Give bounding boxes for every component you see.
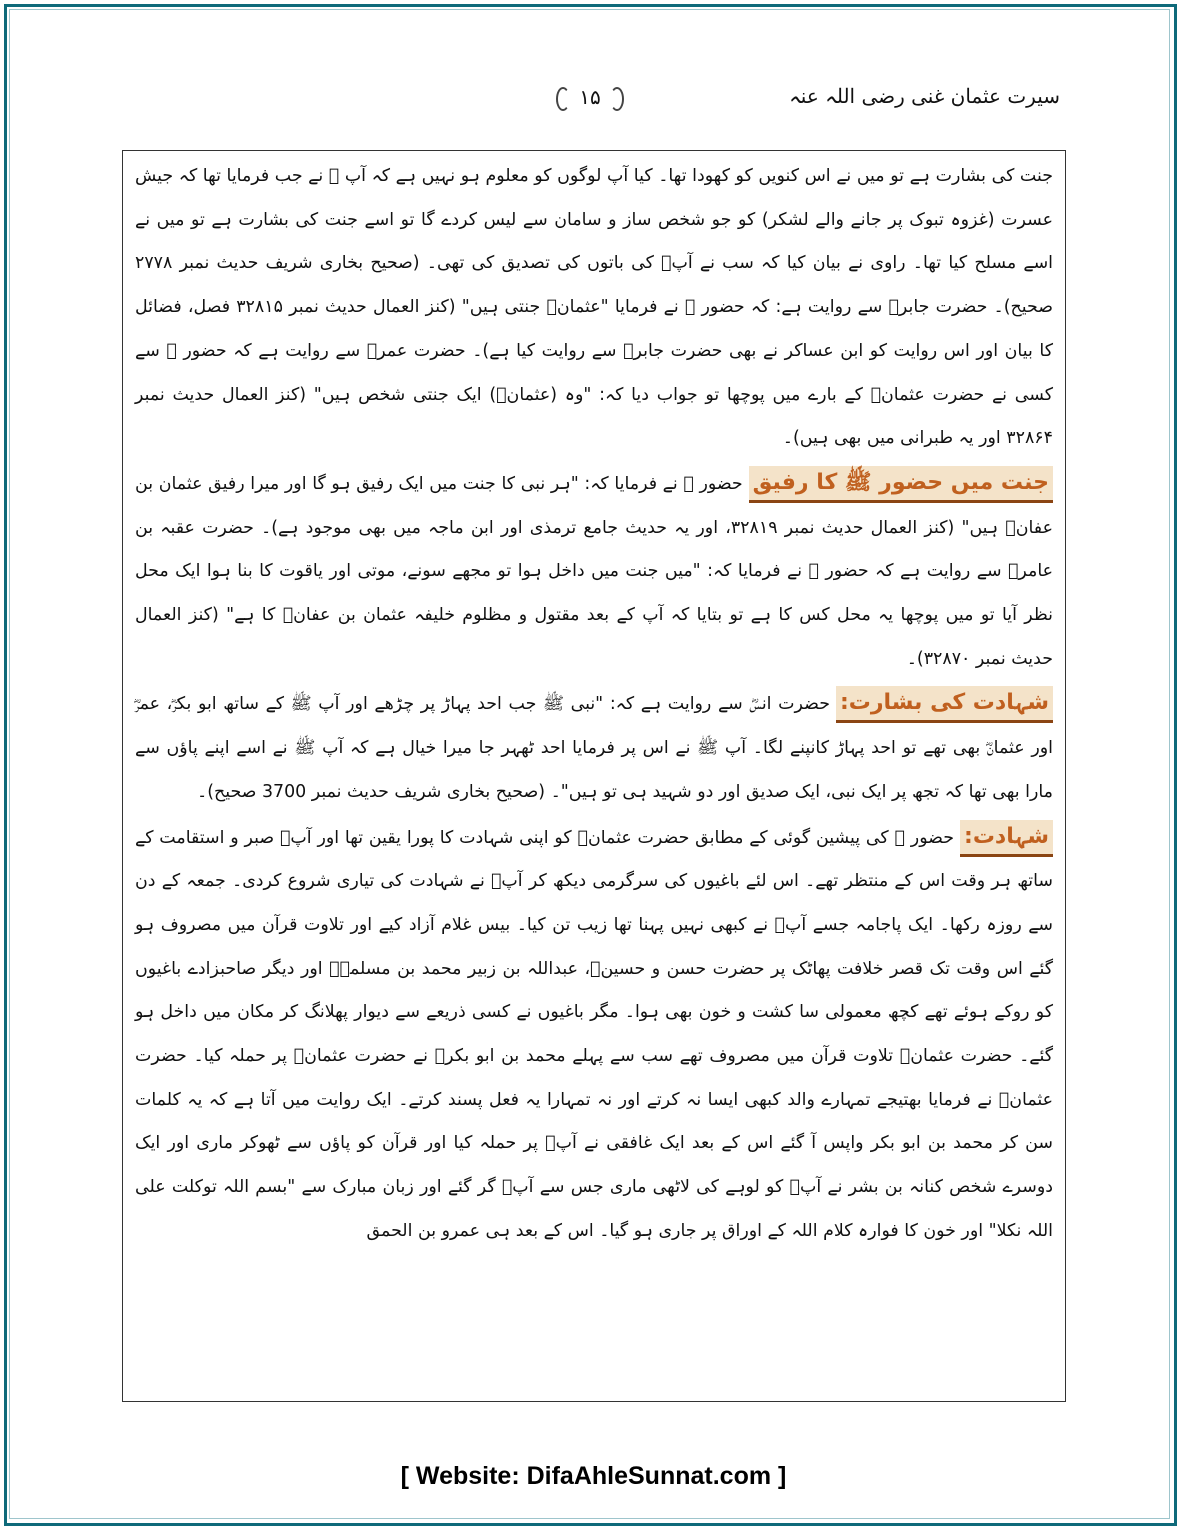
heading-rafiq: جنت میں حضور ﷺ کا رفیق [749, 466, 1053, 503]
section-rafiq [135, 463, 1053, 682]
content-box [122, 150, 1066, 1402]
website-footer: [ Website: DifaAhleSunnat.com ] [400, 1462, 787, 1490]
paragraph-jannat-bisharat: جنت کی بشارت ہے تو میں نے اس کنویں کو کھودا تھا۔ کیا آپ لوگوں کو معلوم ہو نہیں ہے کہ آپ ﷺ نے جب فرمایا تھا کہ جیش عسرت (غزوہ تبوک پر جانے والے لشکر) کو جو شخص ساز و سامان سے لیس کردے گا تو اسے جنت کی بشارت ہے تو میں نے اسے مسلح کیا تھا۔ راوی نے بیان کیا کہ سب نے آپؓ کی باتوں کی تصدیق کی تھی۔ (صحیح بخاری شریف حدیث نمبر ۲۷۷۸ صحیح)۔ حضرت جابرؓ سے روایت ہے: کہ حضور ﷺ نے فرمایا "عثمانؓ جنتی ہیں" (کنز العمال حدیث نمبر ۳۲۸۱۵ فصل، فضائل کا بیان اور اس روایت کو ابن عساکر نے بھی حضرت جابرؓ سے روایت کیا ہے)۔ حضرت عمرؓ سے روایت ہے کہ حضور ﷺ سے کسی نے حضرت عثمانؓ کے بارے میں پوچھا تو جواب دیا کہ: "وہ (عثمانؓ) ایک جنتی شخص ہیں" (کنز العمال حدیث نمبر ۳۲۸۶۴ اور یہ طبرانی میں بھی ہیں)۔ [135, 166, 1053, 449]
page-header [120, 78, 1060, 126]
running-title: سیرت عثمان غنی رضی اللہ عنہ [789, 84, 1060, 108]
paragraph-shahadat: حضور ﷺ کی پیشین گوئی کے مطابق حضرت عثمانؓ کو اپنی شہادت کا پورا یقین تھا اور آپؓ صبر و استقامت کے ساتھ ہر وقت اس کے منتظر تھے۔ اس لئے باغیوں کی سرگرمی دیکھ کر آپؓ نے شہادت کی تیاری شروع کردی۔ جمعہ کے دن سے روزہ رکھا۔ ایک پاجامہ جسے آپؓ نے کبھی نہیں پہنا تھا زیب تن کیا۔ بیس غلام آزاد کیے اور تلاوت قرآن میں مصروف ہو گئے اس وقت تک قصر خلافت پھاٹک پر حضرت حسن و حسینؓ، عبداللہ بن زبیر محمد بن مسلمہؓ اور دیگر صاحبزادے باغیوں کو روکے ہوئے تھے کچھ معمولی سا کشت و خون بھی ہوا۔ مگر باغیوں نے کسی ذریعے سے دیوار پھلانگ کر مکان میں داخل ہو گئے۔ حضرت عثمانؓ تلاوت قرآن میں مصروف تھے سب سے پہلے محمد بن ابو بکرؓ نے حضرت عثمانؓ پر حملہ کیا۔ حضرت عثمانؓ نے فرمایا بھتیجے تمہارے والد کبھی ایسا نہ کرتے اور نہ تمہارا یہ فعل پسند کرتے۔ ایک روایت میں آتا ہے کہ یہ کلمات سن کر محمد بن ابو بکر واپس آ گئے اس کے بعد ایک غافقی نے آپؓ پر حملہ کیا اور قرآن کو پاؤں سے ٹھوکر ماری اور ایک دوسرے شخص کنانہ بن بشر نے آپؓ کو لوہے کی لاٹھی ماری جس سے آپؓ گر گئے اور زبان مبارک سے "بسم اللہ توکلت علی اللہ نکلا" اور خون کا فوارہ کلام اللہ کے اوراق پر جاری ہو گیا۔ اس کے بعد ہی عمرو بن الحمق [135, 827, 1053, 1241]
page-number: ۱۵ [560, 82, 620, 112]
section-shahadat-bisharat [135, 683, 1053, 814]
heading-shahadat-bisharat: شہادت کی بشارت: [836, 686, 1053, 723]
heading-shahadat: شہادت: [960, 820, 1053, 857]
paragraph-rafiq: حضور ﷺ نے فرمایا کہ: "ہر نبی کا جنت میں ایک رفیق ہو گا اور میرا رفیق عثمان بن عفانؓ ہیں" (کنز العمال حدیث نمبر ۳۲۸۱۹، اور یہ حدیث جامع ترمذی اور ابن ماجہ میں بھی موجود ہے)۔ حضرت عقبہ بن عامرؓ سے روایت ہے کہ حضور ﷺ نے فرمایا کہ: "میں جنت میں داخل ہوا تو مجھے سونے، موتی اور یاقوت کا بنا ہوا ایک محل نظر آیا تو میں پوچھا یہ محل کس کا ہے تو بتایا کہ آپ کے بعد مقتول و مظلوم خلیفہ عثمان بن عفانؓ کا ہے" (کنز العمال حدیث نمبر ۳۲۸۷۰)۔ [135, 473, 1053, 669]
paragraph-shahadat-bisharat: حضرت انسؓ سے روایت ہے کہ: "نبی ﷺ جب احد پہاڑ پر چڑھے اور آپ ﷺ کے ساتھ ابو بکرؓ، عمرؓ اور عثمانؓ بھی تھے تو احد پہاڑ کانپنے لگا۔ آپ ﷺ نے اس پر فرمایا احد ٹھہر جا میرا خیال ہے کہ آپ ﷺ نے اسے اپنے پاؤں سے مارا بھی تھا کہ تجھ پر ایک نبی، ایک صدیق اور دو شہید ہی تو ہیں"۔ (صحیح بخاری شریف حدیث نمبر 3700 صحیح)۔ [135, 694, 1053, 802]
section-shahadat [135, 817, 1053, 1254]
